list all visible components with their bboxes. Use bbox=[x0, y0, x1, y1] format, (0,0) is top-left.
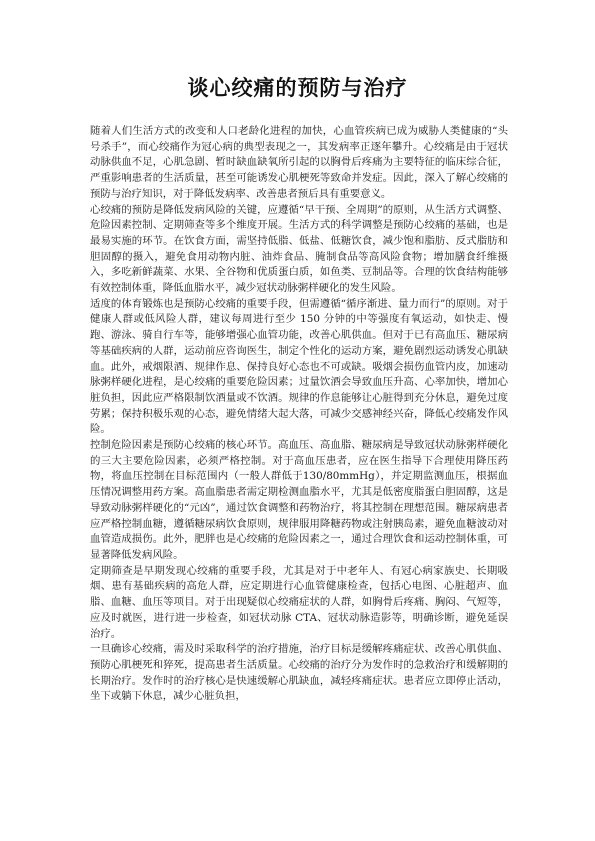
paragraph-intro: 随着人们生活方式的改变和人口老龄化进程的加快，心血管疾病已成为威胁人类健康的“头号杀手”，而心绞痛作为冠心病的典型表现之一，其发病率正逐年攀升。心绞痛是由于冠状动脉供血不足，心肌急剧、暂时缺血缺氧所引起的以胸骨后疼痛为主要特征的临床综合征，严重影响患者的生活质量，甚至可能诱发心肌梗死等致命并发症。因此，深入了解心绞痛的预防与治疗知识，对于降低发病率、改善患者预后具有重要意义。 bbox=[90, 125, 508, 200]
paragraph-exercise: 适度的体育锻炼也是预防心绞痛的重要手段，但需遵循“循序渐进、量力而行”的原则。对于健康人群或低风险人群，建议每周进行至少 150 分钟的中等强度有氧运动，如快走、慢跑、游泳、骑自行车等，能够增强心血管功能，改善心肌供血。但对于已有高血压、糖尿病等基础疾病的人群，运动前应咨询医生，制定个性化的运动方案，避免剧烈运动诱发心肌缺血。此外，戒烟限酒、规律作息、保持良好心态也不可或缺。吸烟会损伤血管内皮，加速动脉粥样硬化进程，是心绞痛的重要危险因素；过量饮酒会导致血压升高、心率加快，增加心脏负担，因此应严格限制饮酒量或不饮酒。规律的作息能够让心脏得到充分休息，避免过度劳累；保持积极乐观的心态，避免情绪大起大落，可减少交感神经兴奋，降低心绞痛发作风险。 bbox=[90, 297, 508, 436]
paragraph-treatment: 一旦确诊心绞痛，需及时采取科学的治疗措施，治疗目标是缓解疼痛症状、改善心肌供血、预防心肌梗死和猝死，提高患者生活质量。心绞痛的治疗分为发作时的急救治疗和缓解期的长期治疗。发作时的治疗核心是快速缓解心肌缺血，减轻疼痛症状。患者应立即停止活动，坐下或躺下休息，减少心脏负担， bbox=[90, 643, 508, 703]
paragraph-prevention-lifestyle: 心绞痛的预防是降低发病风险的关键，应遵循“早干预、全周期”的原则，从生活方式调整、危险因素控制、定期筛查等多个维度开展。生活方式的科学调整是预防心绞痛的基础，也是最易实施的环节。在饮食方面，需坚持低脂、低盐、低糖饮食，减少饱和脂肪、反式脂肪和胆固醇的摄入，避免食用动物内脏、油炸食品、腌制食品等高风险食物；增加膳食纤维摄入，多吃新鲜蔬菜、水果、全谷物和优质蛋白质，如鱼类、豆制品等。合理的饮食结构能够有效控制体重，降低血脂水平，减少冠状动脉粥样硬化的发生风险。 bbox=[90, 203, 508, 295]
document-title: 谈心绞痛的预防与治疗 bbox=[187, 76, 408, 100]
paragraph-screening: 定期筛查是早期发现心绞痛的重要手段，尤其是对于中老年人、有冠心病家族史、长期吸烟、患有基础疾病的高危人群，应定期进行心血管健康检查，包括心电图、心脏超声、血脂、血糖、血压等项目。对于出现疑似心绞痛症状的人群，如胸骨后疼痛、胸闷、气短等，应及时就医，进行进一步检查，如冠状动脉 CTA、冠状动脉造影等，明确诊断，避免延误治疗。 bbox=[90, 564, 508, 640]
paragraph-risk-factors: 控制危险因素是预防心绞痛的核心环节。高血压、高血脂、糖尿病是导致冠状动脉粥样硬化的三大主要危险因素，必须严格控制。对于高血压患者，应在医生指导下合理使用降压药物，将血压控制在目标范围内（一般人群低于130/80mmHg），并定期监测血压，根据血压情况调整用药方案。高血脂患者需定期检测血脂水平，尤其是低密度脂蛋白胆固醇，这是导致动脉粥样硬化的“元凶”，通过饮食调整和药物治疗，将其控制在理想范围。糖尿病患者应严格控制血糖，遵循糖尿病饮食原则，规律服用降糖药物或注射胰岛素，避免血糖波动对血管造成损伤。此外，肥胖也是心绞痛的危险因素之一，通过合理饮食和运动控制体重，可显著降低发病风险。 bbox=[90, 439, 508, 561]
document-body bbox=[90, 124, 508, 705]
